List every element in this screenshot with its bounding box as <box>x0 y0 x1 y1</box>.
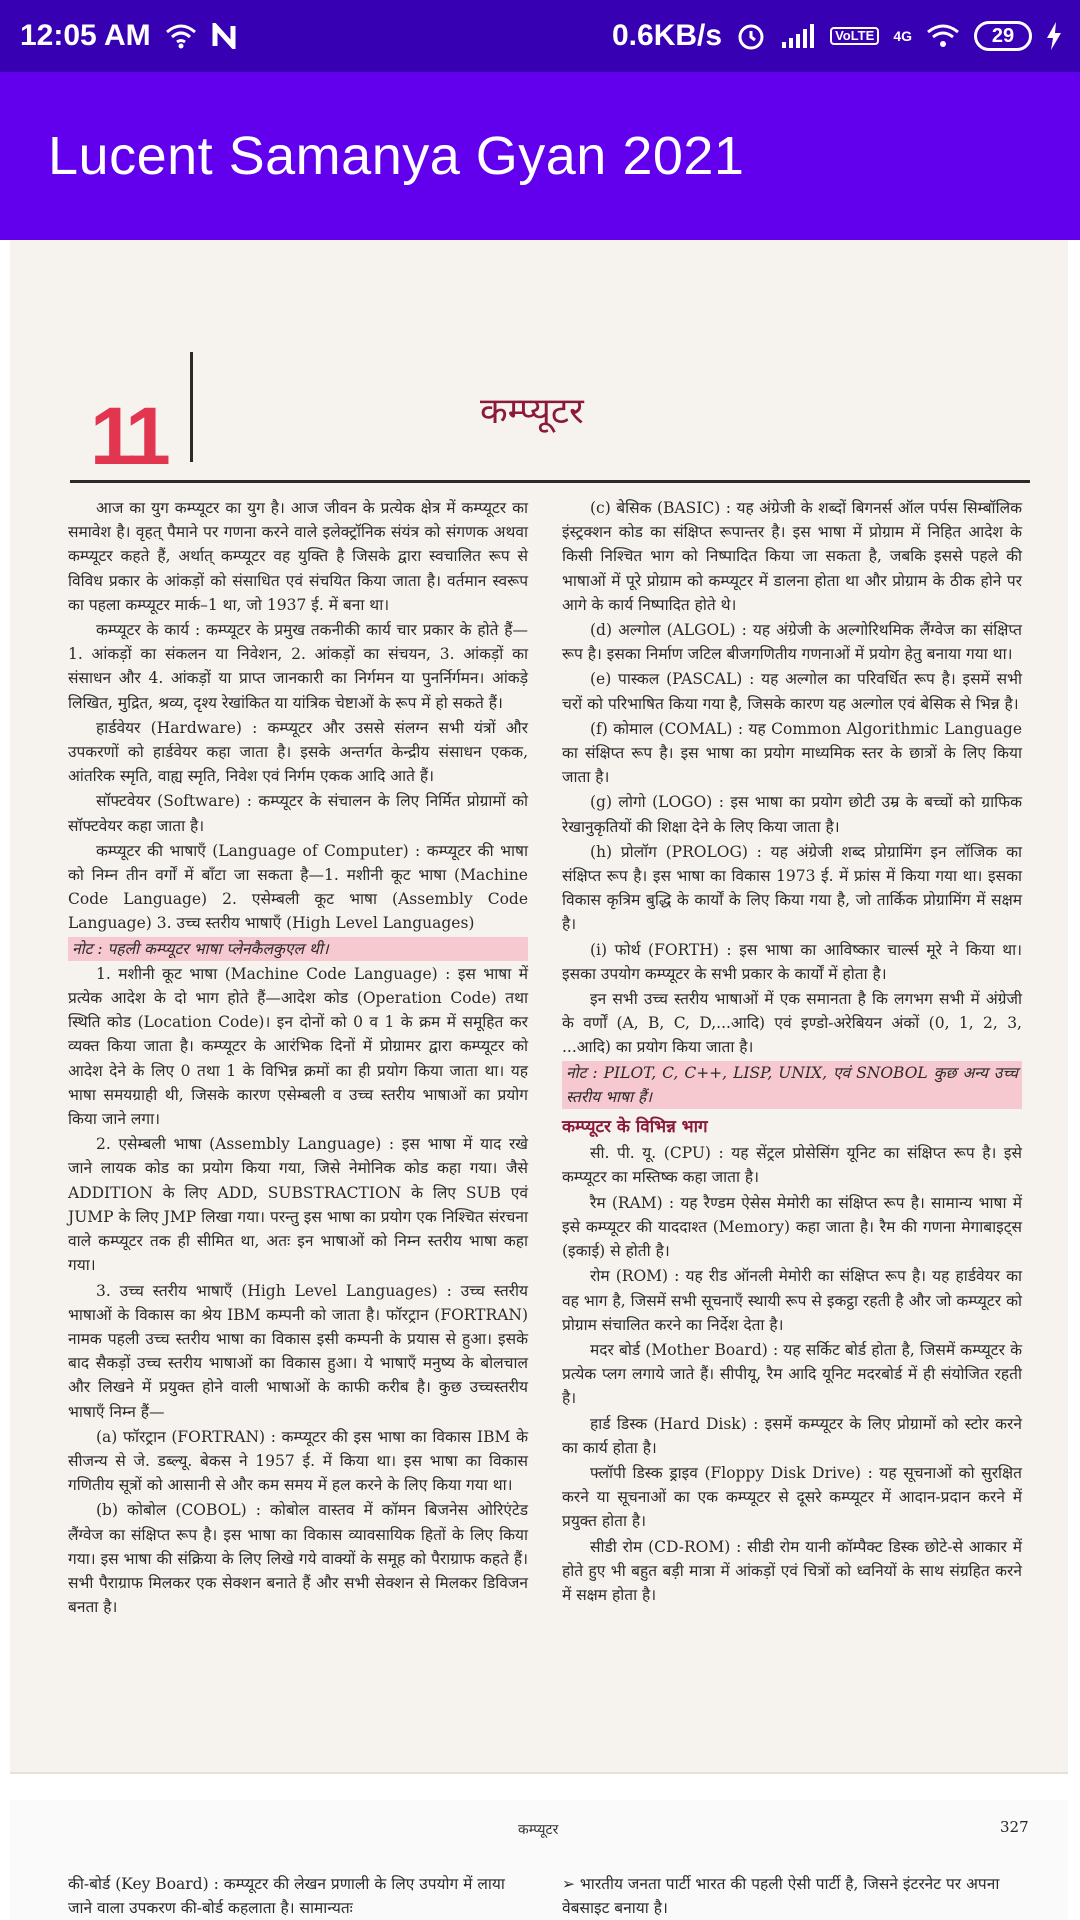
paragraph-rom: रोम (ROM) : यह रीड ऑनली मेमोरी का संक्षिप्त रूप है। यह हार्डवेयर का वह भाग है, जिसमें सभी सूचनाएँ स्थायी रूप से इकट्ठा रहती है और जो कम्प्यूटर को प्रोग्राम संचालित करने का निर्देश देता है। <box>562 1267 1022 1334</box>
paragraph-hardware: हार्डवेयर (Hardware) : कम्प्यूटर और उससे संलग्न सभी यंत्रों और उपकरणों को हार्डवेयर कहा जाता है। इसके अन्तर्गत केन्द्रीय संसाधन एकक, आंतरिक स्मृति, वाह्य स्मृति, निवेश एवं निर्गम एकक आदि आते हैं। <box>68 718 528 786</box>
mobile-data-4g-icon <box>893 29 912 43</box>
network-speed: 0.6KB/s <box>612 19 723 52</box>
battery-level: 29 <box>991 24 1015 47</box>
note-first-language: नोट : पहली कम्प्यूटर भाषा प्लेनकैलकुएल थी। <box>68 937 528 961</box>
chapter-title: कम्प्यूटर <box>480 391 584 432</box>
paragraph-intro: आज का युग कम्प्यूटर का युग है। आज जीवन के प्रत्येक क्षेत्र में कम्प्यूटर का समावेश है। वृहत् पैमाने पर गणना करने वाले इलेक्ट्रॉनिक संयंत्र को संगणक अथवा कम्प्यूटर कहते हैं, अर्थात् कम्प्यूटर वह युक्ति है जिसके द्वारा स्वचालित रूप से विविध प्रकार के आंकड़ों को संसाधित एवं संचयित किया जाता है। वर्तमान स्वरूप का पहला कम्प्यूटर मार्क–1 था, जो 1937 ई. में बना था। <box>68 499 528 614</box>
volte-icon: VoLTE <box>830 27 879 45</box>
paragraph-computer-functions: कम्प्यूटर के कार्य : कम्प्यूटर के प्रमुख तकनीकी कार्य चार प्रकार के होते हैं—1. आंकड़ों का संकलन या निवेशन, 2. आंकड़ों का संचयन, 3. आंकड़ों का संसाधन और 4. आंकड़ों या प्राप्त जानकारी का निर्गमन या पुनर्निर्गमन। आंकड़े लिखित, मुद्रित, श्रव्य, दृश्य रेखांकित या यांत्रिक चेष्टाओं के रूप में हो सकते हैं। <box>68 621 528 712</box>
section-heading-computer-parts: कम्प्यूटर के विभिन्न भाग <box>562 1117 708 1138</box>
paragraph-basic: (c) बेसिक (BASIC) : यह अंग्रेजी के शब्दों बिगनर्स ऑल पर्पस सिम्बॉलिक इंस्ट्रक्शन कोड का संक्षिप्त रूपान्तर है। इस भाषा में प्रोग्राम में निहित आदेश के किसी निश्चित भाग को निष्पादित किया जा सकता है, जबकि इससे पहले की भाषाओं में पूरे प्रोग्राम को कम्प्यूटर में डालना होता था और प्रोग्राम के ठीक होने पर आगे के कार्य निष्पादित होते थे। <box>562 499 1022 614</box>
paragraph-cpu: सी. पी. यू. (CPU) : यह सेंट्रल प्रोसेसिंग यूनिट का संक्षिप्त रूप है। इसे कम्प्यूटर का मस्तिष्क कहा जाता है। <box>562 1144 1022 1187</box>
app-bar <box>0 72 1080 240</box>
paragraph-comal: (f) कोमाल (COMAL) : यह Common Algorithmic Language का संक्षिप्त रूप है। इस भाषा का प्रयोग माध्यमिक स्तर के छात्रों के लिए किया जाता है। <box>562 719 1022 787</box>
left-column <box>68 496 528 1620</box>
paragraph-cd-rom: सीडी रोम (CD-ROM) : सीडी रोम यानी कॉम्पैक्ट डिस्क छोटे-से आकार में होते हुए भी बहुत बड़ी मात्रा में आंकड़ों एवं चित्रों को ध्वनियों के साथ संग्रहित करने में सक्षम होता है। <box>562 1537 1022 1604</box>
notification-n-icon <box>211 23 237 49</box>
paragraph-floppy: फ्लॉपी डिस्क ड्राइव (Floppy Disk Drive) : यह सूचनाओं को सुरक्षित करने या सूचनाओं का एक कम्प्यूटर से दूसरे कम्प्यूटर में आदान-प्रदान करने में प्रयुक्त होता है। <box>562 1463 1022 1531</box>
battery-icon <box>974 21 1032 51</box>
paragraph-pascal: (e) पास्कल (PASCAL) : यह अल्गोल का परिवर्धित रूप है। इसमें सभी चरों को परिभाषित किया गया है, जिसके कारण यह अल्गोल एवं बेसिक से भिन्न है। <box>562 670 1022 713</box>
note-other-languages: नोट : PILOT, C, C++, LISP, UNIX, एवं SNOBOL कुछ अन्य उच्च स्तरीय भाषा हैं। <box>562 1061 1022 1109</box>
clock: 12:05 AM <box>20 19 151 52</box>
paragraph-prolog: (h) प्रोलॉग (PROLOG) : यह अंग्रेजी शब्द प्रोग्रामिंग इन लॉजिक का संक्षिप्त रूप है। इस भाषा का विकास 1973 ई. में फ्रांस में किया गया था। इसका विकास कृत्रिम बुद्धि के कार्यों के लिए किया गया है, जो तार्किक प्रोग्रामिंग में सक्षम है। <box>562 842 1022 934</box>
app-title: Lucent Samanya Gyan 2021 <box>48 126 745 186</box>
paragraph-ram: रैम (RAM) : यह रैण्डम ऐसेस मेमोरी का संक्षिप्त रूप है। सामान्य भाषा में इसे कम्प्यूटर की याददाश्त (Memory) कहा जाता है। रैम की गणना मेगाबाइट्स (इकाई) से होती है। <box>562 1193 1022 1261</box>
page-number: 327 <box>1000 1818 1029 1836</box>
paragraph-algol: (d) अल्गोल (ALGOL) : यह अंग्रेजी के अल्गोरिथमिक लैंग्वेज का संक्षिप्त रूप है। इसका निर्माण जटिल बीजगणितीय गणनाओं में प्रयोग हेतु बनाया गया था। <box>562 621 1022 664</box>
pdf-viewer[interactable] <box>0 240 1080 1920</box>
network-type-label: 4G <box>893 28 912 44</box>
header-rule <box>70 480 1030 483</box>
paragraph-common-features: इन सभी उच्च स्तरीय भाषाओं में एक समानता है कि लगभग सभी में अंग्रेजी के वर्णों (A, B, C, D,...आदि) एवं इण्डो-अरेबियन अंकों (0, 1, 2, 3, ...आदि) का प्रयोग किया जाता है। <box>562 990 1022 1057</box>
status-bar <box>0 0 1080 72</box>
alarm-icon <box>736 21 766 51</box>
chapter-number: 11 <box>90 391 165 482</box>
paragraph-cobol: (b) कोबोल (COBOL) : कोबोल वास्तव में कॉमन बिजनेस ओरिएंटेड लैंग्वेज का संक्षिप्त रूप है। इस भाषा का विकास व्यावसायिक हितों के लिए किया गया। इस भाषा की संक्रिया के लिए लिखे गये वाक्यों के समूह को पैराग्राफ कहते हैं। सभी पैराग्राफ मिलकर एक सेक्शन बनाते हैं और सभी सेक्शन से मिलकर डिविजन बनता है। <box>68 1501 528 1617</box>
paragraph-assembly: 2. एसेम्बली भाषा (Assembly Language) : इस भाषा में याद रखे जाने लायक कोड का प्रयोग किया गया, जिसे नेमोनिक कोड कहा गया। जैसे ADDITION के लिए ADD, SUBSTRACTION के लिए SUB एवं JUMP के लिए JMP लिखा गया। परन्तु इस भाषा का प्रयोग एक निश्चित संरचना वाले कम्प्यूटर तक ही सीमित था, अतः इन भाषाओं को निम्न स्तरीय भाषा कहा गया। <box>68 1135 528 1275</box>
wifi-icon <box>926 23 960 49</box>
signal-strength-icon <box>780 24 816 48</box>
paragraph-logo: (g) लोगो (LOGO) : इस भाषा का प्रयोग छोटी उम्र के बच्चों को ग्राफिक रेखानुकृतियों की शिक्षा देने के लिए किया जाता है। <box>562 793 1022 836</box>
wifi-signal-icon <box>165 23 197 49</box>
next-book-page[interactable] <box>10 1800 1068 1920</box>
book-page[interactable] <box>10 240 1068 1774</box>
paragraph-computer-languages: कम्प्यूटर की भाषाएँ (Language of Computer) : कम्प्यूटर की भाषा को निम्न तीन वर्गों में बाँटा जा सकता है—1. मशीनी कूट भाषा (Machine Code Language) 2. एसेम्बली कूट भाषा (Assembly Code Language) 3. उच्च स्तरीय भाषाएँ (High Level Languages) <box>68 841 528 933</box>
paragraph-machine-code: 1. मशीनी कूट भाषा (Machine Code Language) : इस भाषा में प्रत्येक आदेश के दो भाग होते हैं—आदेश कोड (Operation Code) तथा स्थिति कोड (Location Code)। इन दोनों को 0 व 1 के क्रम में समूहित कर व्यक्त किया जाता है। कम्प्यूटर के आरंभिक दिनों में प्रोग्रामर द्वारा कम्प्यूटर को आदेश देने के लिए 0 तथा 1 के विभिन्न क्रमों का ही प्रयोग किया जाता था। यह भाषा समयग्राही थी, जिसके कारण एसेम्बली व उच्च स्तरीय भाषाओं का प्रयोग किया जाने लगा। <box>68 964 528 1129</box>
paragraph-motherboard: मदर बोर्ड (Mother Board) : यह सर्किट बोर्ड होता है, जिसमें कम्प्यूटर के प्रत्येक प्लग लगाये जाते हैं। सीपीयू, रैम आदि यूनिट मदरबोर्ड में ही संयोजित रहती है। <box>562 1340 1022 1408</box>
running-header: कम्प्यूटर <box>518 1822 559 1838</box>
paragraph-forth: (i) फोर्थ (FORTH) : इस भाषा का आविष्कार चार्ल्स मूरे ने किया था। इसका उपयोग कम्प्यूटर के सभी प्रकार के कार्यों में होता है। <box>562 940 1022 983</box>
paragraph-software: सॉफ्टवेयर (Software) : कम्प्यूटर के संचालन के लिए निर्मित प्रोग्रामों को सॉफ्टवेयर कहा जाता है। <box>68 792 528 835</box>
charging-bolt-icon <box>1046 22 1062 50</box>
paragraph-keyboard: की-बोर्ड (Key Board) : कम्प्यूटर की लेखन प्रणाली के लिए उपयोग में लाया जाने वाला उपकरण की-बोर्ड कहलाता है। सामान्यतः <box>68 1875 505 1917</box>
paragraph-hard-disk: हार्ड डिस्क (Hard Disk) : इसमें कम्प्यूटर के लिए प्रोग्रामों को स्टोर करने का कार्य होता है। <box>562 1414 1022 1457</box>
paragraph-bjp-website: ➢ भारतीय जनता पार्टी भारत की पहली ऐसी पार्टी है, जिसने इंटरनेट पर अपना वेबसाइट बनाया है। <box>562 1875 1000 1917</box>
paragraph-high-level: 3. उच्च स्तरीय भाषाएँ (High Level Languages) : उच्च स्तरीय भाषाओं के विकास का श्रेय IBM कम्पनी को जाता है। फॉरट्रान (FORTRAN) नामक पहली उच्च स्तरीय भाषा का विकास इसी कम्पनी के प्रयास से हुआ। इसके बाद सैकड़ों उच्च स्तरीय भाषाओं का विकास हुआ। ये भाषाएँ मनुष्य के बोलचाल और लिखने में प्रयुक्त होने वाली भाषाओं के काफी करीब है। कुछ उच्चस्तरीय भाषाएँ निम्न हैं— <box>68 1281 528 1421</box>
right-column <box>562 496 1022 1608</box>
paragraph-fortran: (a) फॉरट्रान (FORTRAN) : कम्प्यूटर की इस भाषा का विकास IBM के सीजन्य से जे. डब्ल्यू. बेकस ने 1957 ई. में किया था। इस भाषा का विकास गणितीय सूत्रों को आसानी से और कम समय में हल करने के लिए किया गया था। <box>68 1427 528 1495</box>
